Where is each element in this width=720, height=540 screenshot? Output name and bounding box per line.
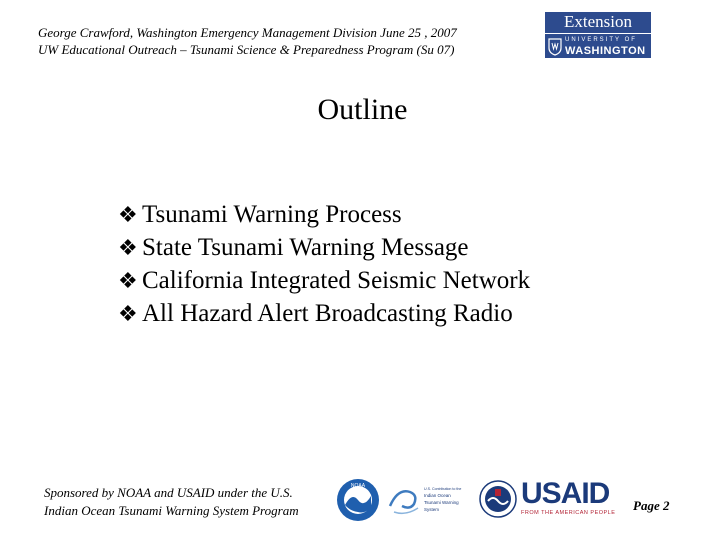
slide-title: Outline	[317, 93, 408, 126]
bullet-text: All Hazard Alert Broadcasting Radio	[142, 300, 513, 327]
logo-university-of: UNIVERSITY OF	[565, 37, 637, 43]
svg-text:U.S. Contribution to the: U.S. Contribution to the	[424, 487, 462, 491]
svg-text:Tsunami Warning: Tsunami Warning	[424, 500, 459, 505]
bullet-text: Tsunami Warning Process	[142, 201, 402, 228]
logo-washington: WASHINGTON	[565, 45, 646, 57]
diamond-bullet-icon: ❖	[118, 268, 138, 293]
uw-extension-logo	[545, 12, 651, 58]
list-item	[118, 231, 530, 264]
slide-header	[38, 24, 457, 58]
noaa-label: NOAA	[350, 483, 366, 489]
sponsor-line-2: Indian Ocean Tsunami Warning System Program	[44, 503, 299, 518]
header-line-1: George Crawford, Washington Emergency Management Division June 25 , 2007	[38, 25, 457, 40]
usaid-seal-icon	[479, 480, 517, 518]
svg-text:System: System	[424, 507, 440, 512]
list-item	[118, 297, 530, 330]
bullet-text: California Integrated Seismic Network	[142, 267, 531, 294]
diamond-bullet-icon: ❖	[118, 202, 138, 227]
uw-crest-icon	[548, 38, 562, 56]
iotws-logo-icon	[388, 478, 474, 522]
list-item	[118, 264, 530, 297]
bullet-text: State Tsunami Warning Message	[142, 234, 469, 261]
usaid-wordmark: USAID	[521, 477, 610, 510]
svg-text:Indian Ocean: Indian Ocean	[424, 493, 451, 498]
usaid-logo	[521, 479, 615, 517]
list-item	[118, 198, 530, 231]
header-line-2: UW Educational Outreach – Tsunami Science & Preparedness Program (Su 07)	[38, 42, 455, 57]
sponsor-line-1: Sponsored by NOAA and USAID under the U.S.	[44, 485, 293, 500]
logo-extension-text: Extension	[564, 12, 632, 31]
page-number: Page 2	[633, 498, 670, 513]
logo-divider	[545, 33, 651, 34]
sponsor-note	[44, 484, 299, 520]
diamond-bullet-icon: ❖	[118, 301, 138, 326]
bullet-list	[118, 198, 530, 330]
usaid-tagline: FROM THE AMERICAN PEOPLE	[521, 510, 616, 516]
noaa-logo-icon	[336, 478, 380, 522]
diamond-bullet-icon: ❖	[118, 235, 138, 260]
